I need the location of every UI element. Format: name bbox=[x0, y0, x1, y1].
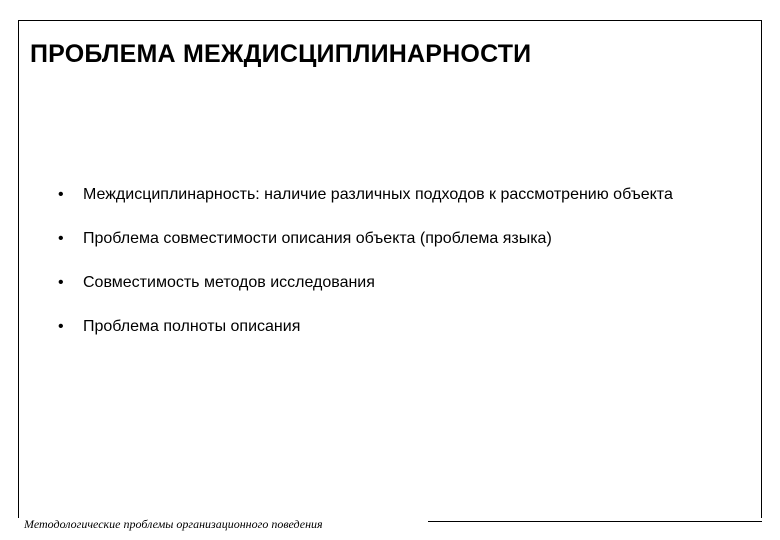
bullet-item bbox=[58, 228, 718, 249]
bullet-text: Совместимость методов исследования bbox=[83, 274, 375, 291]
bullet-item bbox=[58, 184, 718, 205]
slide-title: ПРОБЛЕМА МЕЖДИСЦИПЛИНАРНОСТИ bbox=[30, 40, 532, 68]
bullet-icon: • bbox=[58, 186, 64, 203]
bullet-icon: • bbox=[58, 318, 64, 335]
bullet-text: Междисциплинарность: наличие различных подходов к рассмотрению объекта bbox=[83, 186, 673, 203]
bullet-text: Проблема совместимости описания объекта (проблема языка) bbox=[83, 230, 552, 247]
bullet-list bbox=[58, 184, 718, 360]
footer-divider bbox=[428, 521, 762, 522]
bullet-text: Проблема полноты описания bbox=[83, 318, 301, 335]
bullet-icon: • bbox=[58, 230, 64, 247]
bullet-icon: • bbox=[58, 274, 64, 291]
bullet-item bbox=[58, 272, 718, 293]
footer-text: Методологические проблемы организационного поведения bbox=[24, 517, 323, 531]
bullet-item bbox=[58, 316, 718, 337]
